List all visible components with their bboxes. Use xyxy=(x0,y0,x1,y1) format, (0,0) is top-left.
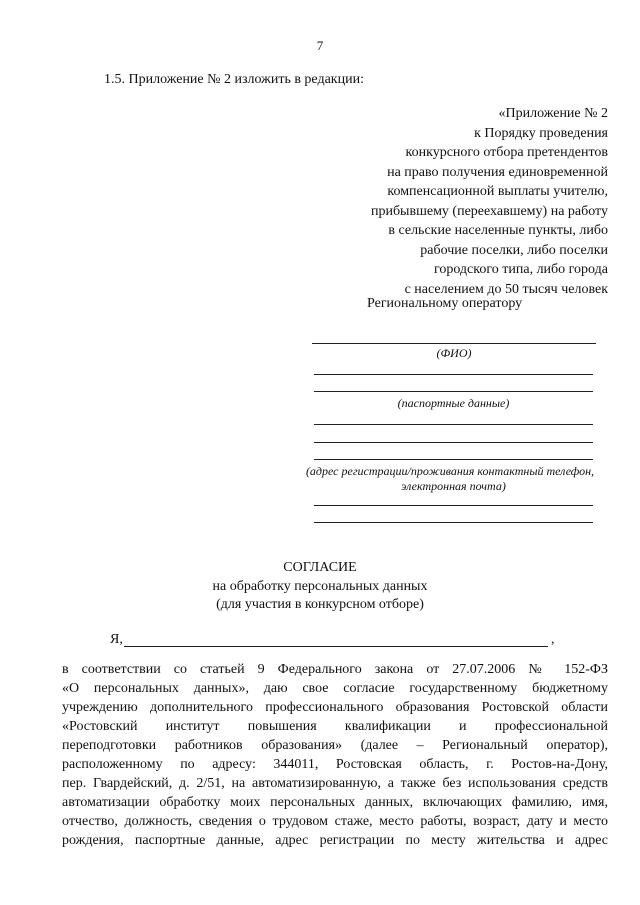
consent-subtitle-2: (для участия в конкурсном отборе) xyxy=(216,597,424,612)
body-line: переподготовки работников образования» (далее – Региональный оператор), xyxy=(62,738,608,753)
body-line: пер. Гвардейский, д. 2/51, на автоматизированную, а также без использования средств xyxy=(62,776,608,791)
consent-title: СОГЛАСИЕ xyxy=(283,560,357,575)
ya-prefix: Я, xyxy=(110,632,123,647)
ya-suffix: , xyxy=(551,632,555,647)
appendix-line: к Порядку проведения xyxy=(474,125,608,141)
appendix-line: компенсационной выплаты учителю, xyxy=(387,184,608,199)
page-number: 7 xyxy=(316,38,324,53)
address-line-2 xyxy=(314,442,593,443)
appendix-line: рабочие поселки, либо поселки xyxy=(420,242,608,258)
address-line-1 xyxy=(314,424,593,425)
body-line: рождения, паспортные данные, адрес регистрации по месту жительства и адрес xyxy=(62,833,608,848)
addressee: Региональному оператору xyxy=(367,296,523,311)
appendix-line: на право получения единовременной xyxy=(387,164,608,180)
contact-line-1 xyxy=(314,505,593,506)
ya-name-line xyxy=(124,646,548,647)
consent-subtitle-1: на обработку персональных данных xyxy=(212,579,428,594)
appendix-line: прибывшему (переехавшему) на работу xyxy=(370,203,608,219)
appendix-header xyxy=(308,104,608,299)
body-line: «Ростовский институт повышения квалификации и профессиональной xyxy=(62,719,608,734)
passport-line-1 xyxy=(314,374,593,375)
fio-line xyxy=(312,343,596,344)
body-line: отчество, должность, сведения о трудовом стаже, место работы, возраст, дату и место xyxy=(62,814,608,829)
passport-caption: (паспортные данные) xyxy=(397,396,510,410)
body-line: автоматизации обработку моих персональных данных, включающих фамилию, имя, xyxy=(62,795,608,810)
fio-caption: (ФИО) xyxy=(436,346,472,360)
consent-body xyxy=(62,660,608,850)
passport-line-2 xyxy=(314,391,593,392)
appendix-line: городского типа, либо города xyxy=(433,262,608,277)
appendix-line: с населением до 50 тысяч человек xyxy=(404,281,608,297)
appendix-line: «Приложение № 2 xyxy=(498,106,608,121)
appendix-line: в сельские населенные пункты, либо xyxy=(388,223,608,238)
amendment-intro: 1.5. Приложение № 2 изложить в редакции: xyxy=(104,72,364,87)
address-caption-line2: электронная почта) xyxy=(401,479,506,493)
address-caption-line1: (адрес регистрации/проживания контактный телефон, xyxy=(305,464,595,478)
body-line: в соответствии со статьей 9 Федерального закона от 27.07.2006 № 152-ФЗ xyxy=(62,662,608,677)
body-line: «О персональных данных», даю свое согласие государственному бюджетному xyxy=(62,681,608,696)
contact-line-2 xyxy=(314,522,593,523)
body-line: расположенному по адресу: 344011, Ростовская область, г. Ростов-на-Дону, xyxy=(62,757,608,772)
body-line: учреждению дополнительного профессионального образования Ростовской области xyxy=(62,700,608,715)
address-line-3 xyxy=(314,459,593,460)
appendix-line: конкурсного отбора претендентов xyxy=(405,145,608,160)
